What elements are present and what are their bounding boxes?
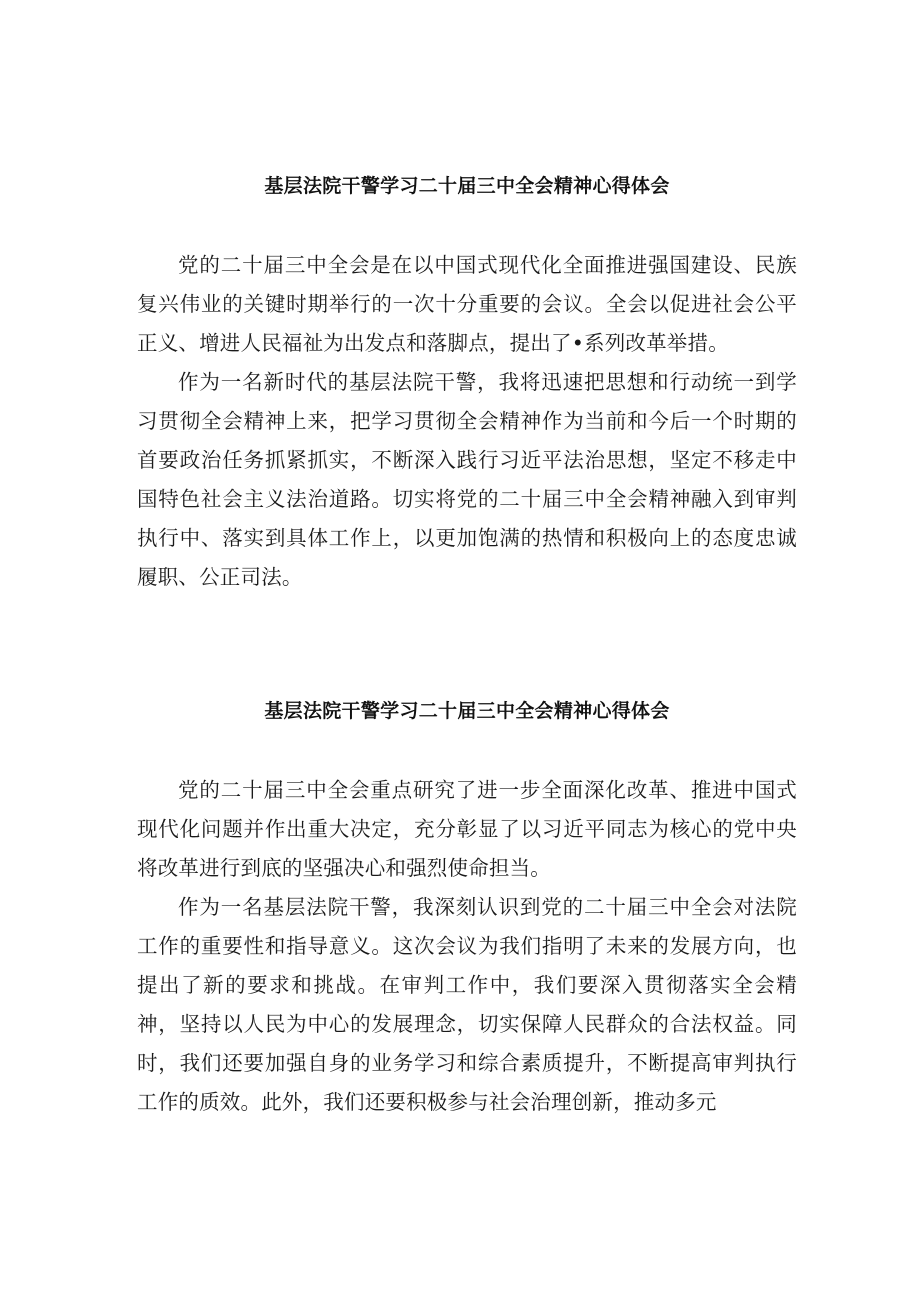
article-title: 基层法院干警学习二十届三中全会精神心得体会 [264, 175, 670, 197]
article-paragraph: 党的二十届三中全会重点研究了进一步全面深化改革、推进中国式现代化问题并作出重大决定，充分彰显了以习近平同志为核心的党中央将改革进行到底的坚强决心和强烈使命担当。 [137, 778, 797, 880]
article-section-1 [137, 171, 797, 597]
article-paragraph: 党的二十届三中全会是在以中国式现代化全面推进强国建设、民族复兴伟业的关键时期举行的一次十分重要的会议。全会以促进社会公平正义、增进人民福祉为出发点和落脚点，提出了•系列改革举措。 [137, 253, 797, 355]
article-paragraph: 作为一名新时代的基层法院干警，我将迅速把思想和行动统一到学习贯彻全会精神上来，把学习贯彻全会精神作为当前和今后一个时期的首要政治任务抓紧抓实，不断深入践行习近平法治思想，坚定不移走中国特色社会主义法治道路。切实将党的二十届三中全会精神融入到审判执行中、落实到具体工作上，以更加饱满的热情和积极向上的态度忠诚履职、公正司法。 [137, 370, 797, 589]
article-title: 基层法院干警学习二十届三中全会精神心得体会 [264, 700, 670, 722]
article-section-2 [137, 696, 797, 1122]
article-body [137, 771, 797, 1122]
article-body [137, 246, 797, 597]
article-paragraph: 作为一名基层法院干警，我深刻认识到党的二十届三中全会对法院工作的重要性和指导意义。这次会议为我们指明了未来的发展方向，也提出了新的要求和挑战。在审判工作中，我们要深入贯彻落实全会精神，坚持以人民为中心的发展理念，切实保障人民群众的合法权益。同时，我们还要加强自身的业务学习和综合素质提升，不断提高审判执行工作的质效。此外，我们还要积极参与社会治理创新，推动多元 [137, 895, 797, 1114]
